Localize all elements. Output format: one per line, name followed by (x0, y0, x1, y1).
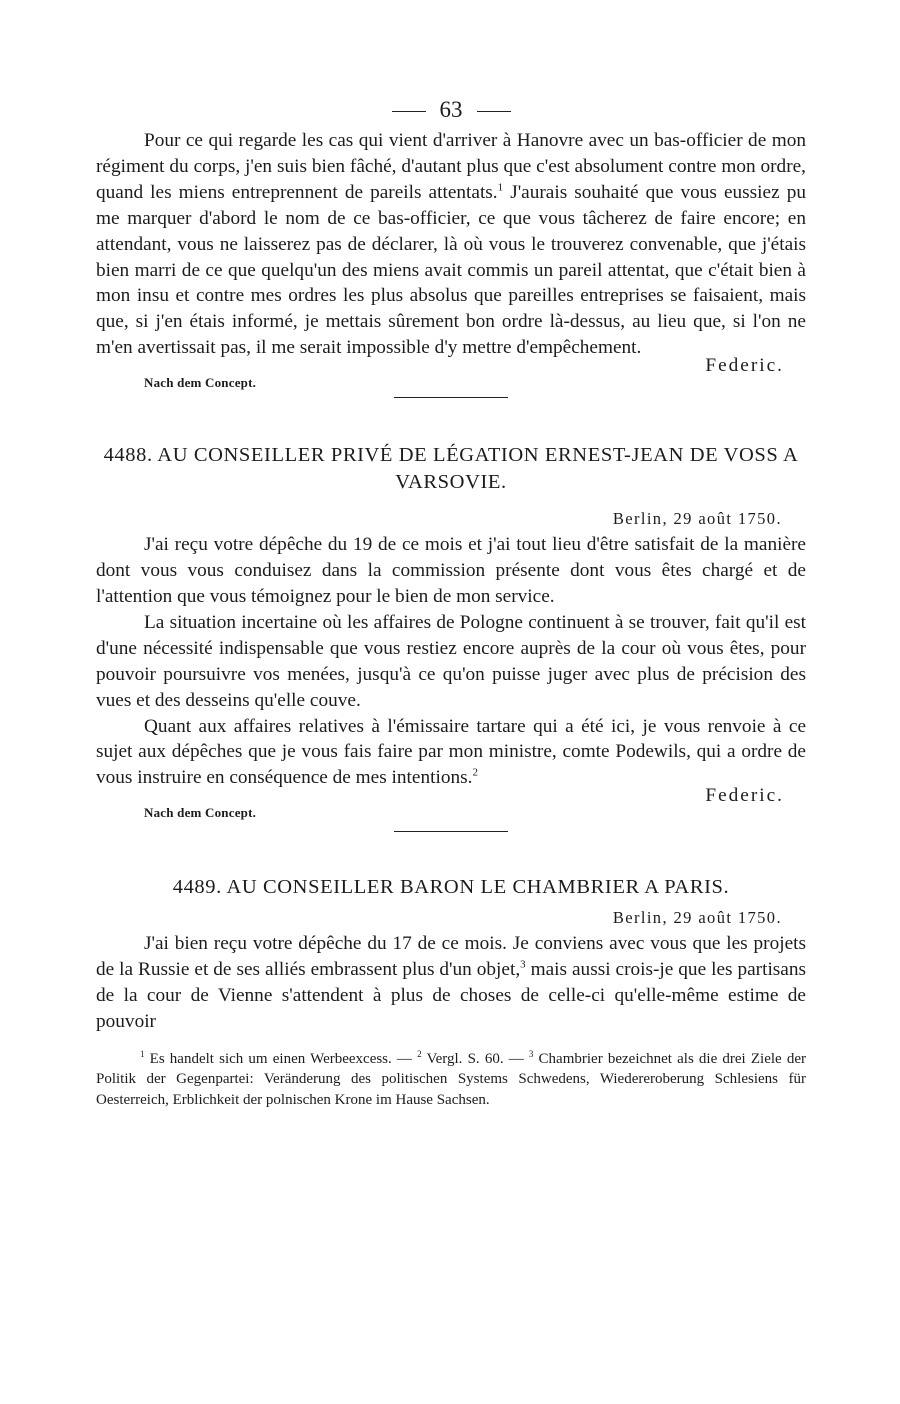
letter-4487-text: Pour ce qui regarde les cas qui vient d'arriver à Hanovre avec un bas-officier de mon régiment du corps, j'en suis bien fâché, d'autant plus que c'est absolument contre mon ordre, quand les miens entreprennent de pareils attentats. (96, 130, 806, 203)
letter-4489-dateline: Berlin, 29 août 1750. (612, 908, 782, 928)
letter-4488-paragraph-2: La situation incertaine où les affaires de Pologne continuent à se trouver, fait qu'il est d'une nécessité indispensable que vous restiez encore auprès de la cour où vous êtes, pour pouvoir poursuivre vos menées, jusqu'à ce qu'on puisse juger avec plus de précision des vues et des desseins qu'elle couve. (96, 611, 806, 711)
letter-4487-closing (96, 355, 806, 395)
letter-4488-dateline: Berlin, 29 août 1750. (612, 509, 782, 529)
page-number: 63 (439, 97, 463, 122)
letter-4487-body (96, 128, 806, 361)
footnote-ref-3: 3 (520, 958, 526, 971)
letter-4487-text-cont: J'aurais souhaité que vous eussiez pu me marquer d'abord le nom de ce bas-officier, ce que vous tâcherez de faire encore; en attendant, vous ne laisserez pas de déclarer, là où vous le trouverez convenable, que j'étais bien marri de ce que quelqu'un des miens avait commis un pareil attentat, que c'était bien à mon insu et contre mes ordres les plus absolus que pareilles entreprises se faisaient, mais que, si j'en étais informé, je mettais sûrement bon ordre là-dessus, au lieu que, si l'on ne m'en avertissait pas, il me serait impossible d'y mettre d'empêchement. (96, 181, 806, 359)
document-page (96, 92, 806, 1110)
footnotes (96, 1049, 806, 1111)
letter-4489-text-cont: mais aussi crois-je que les partisans de la cour de Vienne s'attendent à plus de choses de celle-ci qu'elle-même estime de pouvoir (96, 959, 807, 1032)
page-number-dash-left (392, 111, 426, 112)
page-number-dash-right (477, 111, 511, 112)
letter-4488-paragraph-3-text: Quant aux affaires relatives à l'émissaire tartare qui a été ici, je vous renvoie à ce sujet aux dépêches que je vous fais faire par mon ministre, comte Podewils, qui a ordre de vous instruire en conséquence de mes intentions. (96, 715, 806, 789)
footnote-text-1: Es handelt sich um einen Werbeexcess. — (144, 1050, 418, 1067)
footnote-number-3: 3 (528, 1048, 534, 1059)
signature: Federic. (705, 785, 784, 807)
source-note: Nach dem Concept. (144, 375, 257, 391)
source-note: Nach dem Concept. (144, 805, 257, 821)
footnote-ref-2: 2 (472, 766, 478, 779)
footnote-ref-1: 1 (497, 181, 504, 194)
footnote-text-2: Vergl. S. 60. — (421, 1050, 529, 1067)
letter-4489-heading: 4489. AU CONSEILLER BARON LE CHAMBRIER A PARIS. (172, 876, 730, 899)
letter-4488-heading: 4488. AU CONSEILLER PRIVÉ DE LÉGATION ERNEST-JEAN DE VOSS A VARSOVIE. (103, 444, 799, 494)
letter-4489-paragraph-1 (96, 931, 806, 1035)
page-number-header (96, 92, 806, 128)
footnote-number-2: 2 (417, 1048, 422, 1059)
letter-4488-closing (96, 785, 806, 825)
letter-4488-paragraph-1: J'ai reçu votre dépêche du 19 de ce mois et j'ai tout lieu d'être satisfait de la manière dont vous vous conduisez dans la commission présente dont vous êtes chargé et de l'attention que vous témoignez pour le bien de mon service. (96, 534, 806, 607)
signature: Federic. (705, 355, 784, 377)
letter-4489-text: J'ai bien reçu votre dépêche du 17 de ce mois. Je conviens avec vous que les projets de la Russie et de ses alliés embrassent plus d'un objet, (96, 933, 806, 981)
footnote-number-1: 1 (140, 1048, 145, 1059)
footnote-text-3: Chambrier bezeichnet als die drei Ziele der Politik der Gegenpartei: Veränderung des politischen Systems Schwedens, Wiedereroberung Schlesiens für Oesterreich, Erblichkeit der polnischen Krone im Hause Sachsen. (96, 1050, 806, 1108)
letter-4488-paragraph-3 (96, 714, 806, 792)
